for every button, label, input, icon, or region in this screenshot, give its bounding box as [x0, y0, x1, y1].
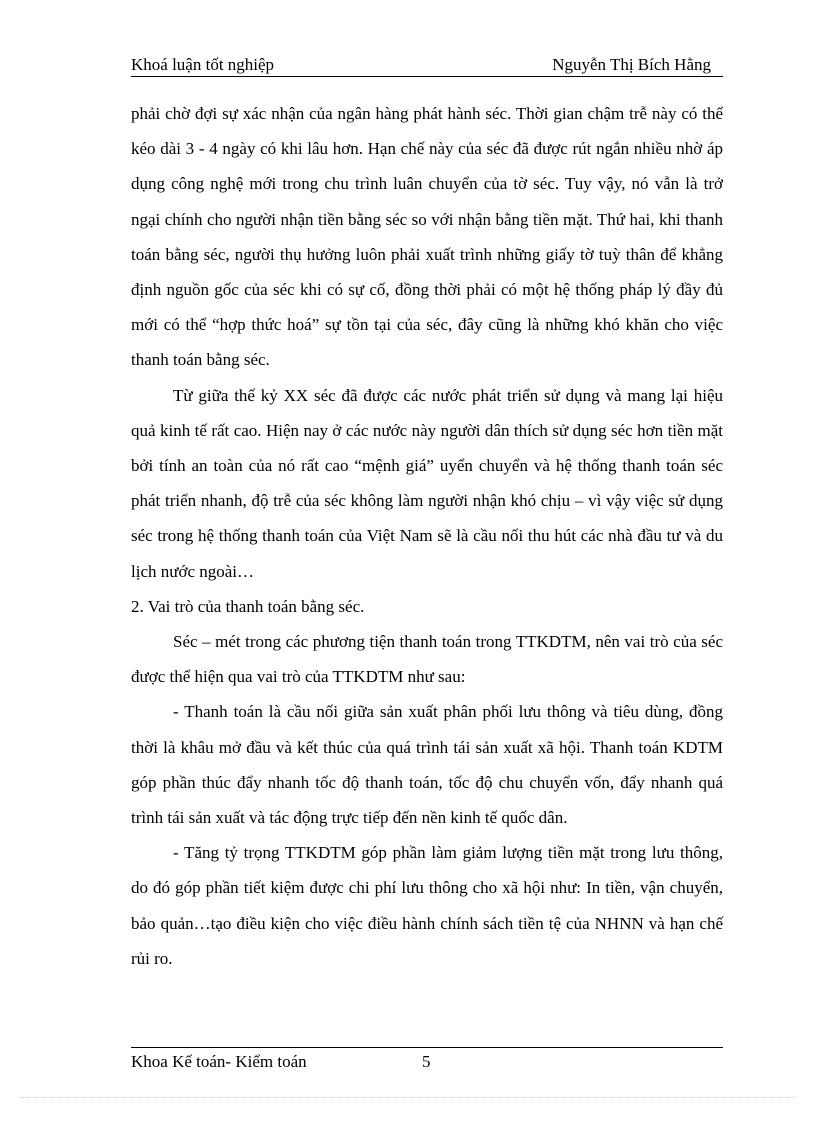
paragraph-history: Từ giữa thế kỷ XX séc đã được các nước phát triển sử dụng và mang lại hiệu quả kinh tế rất cao. Hiện nay ở các nước này người dân thích sử dụng séc hơn tiền mặt bởi tính an toàn của nó rất cao “mệnh giá” uyển chuyển và hệ thống thanh toán séc phát triển nhanh, độ trễ của séc không làm người nhận khó chịu – vì vậy việc sử dụng séc trong hệ thống thanh toán của Việt Nam sẽ là cầu nối thu hút các nhà đầu tư và du lịch nước ngoài…	[131, 385, 723, 581]
footer-department: Khoa Kế toán- Kiểm toán	[131, 1052, 307, 1071]
page-number: 5	[422, 1052, 431, 1071]
paragraph-bullet-1: - Thanh toán là cầu nối giữa sản xuất phân phối lưu thông và tiêu dùng, đồng thời là khâu mở đầu và kết thúc của quá trình tái sản xuất xã hội. Thanh toán KDTM góp phần thúc đẩy nhanh tốc độ thanh toán, tốc độ chu chuyển vốn, đẩy nhanh quá trình tái sản xuất và tác động trực tiếp đến nền kinh tế quốc dân.	[131, 702, 723, 828]
body-text	[131, 96, 723, 976]
section-heading: 2. Vai trò của thanh toán bằng séc.	[131, 596, 365, 616]
paragraph-bullet-2: - Tăng tỷ trọng TTKDTM góp phần làm giảm lượng tiền mặt trong lưu thông, do đó góp phần tiết kiệm được chi phí lưu thông cho xã hội như: In tiền, vận chuyển, bảo quản…tạo điều kiện cho việc điều hành chính sách tiền tệ của NHNN và hạn chế rủi ro.	[131, 843, 723, 968]
page-edge-divider	[20, 1097, 796, 1098]
header-author: Nguyễn Thị Bích Hằng	[552, 55, 711, 74]
page-header	[131, 52, 723, 77]
paragraph-continuation: phải chờ đợi sự xác nhận của ngân hàng phát hành séc. Thời gian chậm trễ này có thể kéo dài 3 - 4 ngày có khi lâu hơn. Hạn chế này của séc đã được rút ngắn nhiều nhờ áp dụng công nghệ mới trong chu trình luân chuyển của tờ séc. Tuy vậy, nó vẫn là trở ngại chính cho người nhận tiền bằng séc so với nhận bằng tiền mặt. Thứ hai, khi thanh toán bằng séc, người thụ hưởng luôn phải xuất trình những giấy tờ tuỳ thân để khẳng định nguồn gốc của séc khi có sự cố, đồng thời phải có một hệ thống pháp lý đầy đủ mới có thể “hợp thức hoá” sự tồn tại của séc, đây cũng là những khó khăn cho việc thanh toán bằng séc.	[131, 104, 723, 370]
page-footer	[131, 1047, 723, 1073]
header-left-title: Khoá luận tốt nghiệp	[131, 55, 275, 74]
paragraph-intro: Séc – mét trong các phương tiện thanh toán trong TTKDTM, nên vai trò của séc được thể hiện qua vai trò của TTKDTM như sau:	[131, 632, 723, 687]
